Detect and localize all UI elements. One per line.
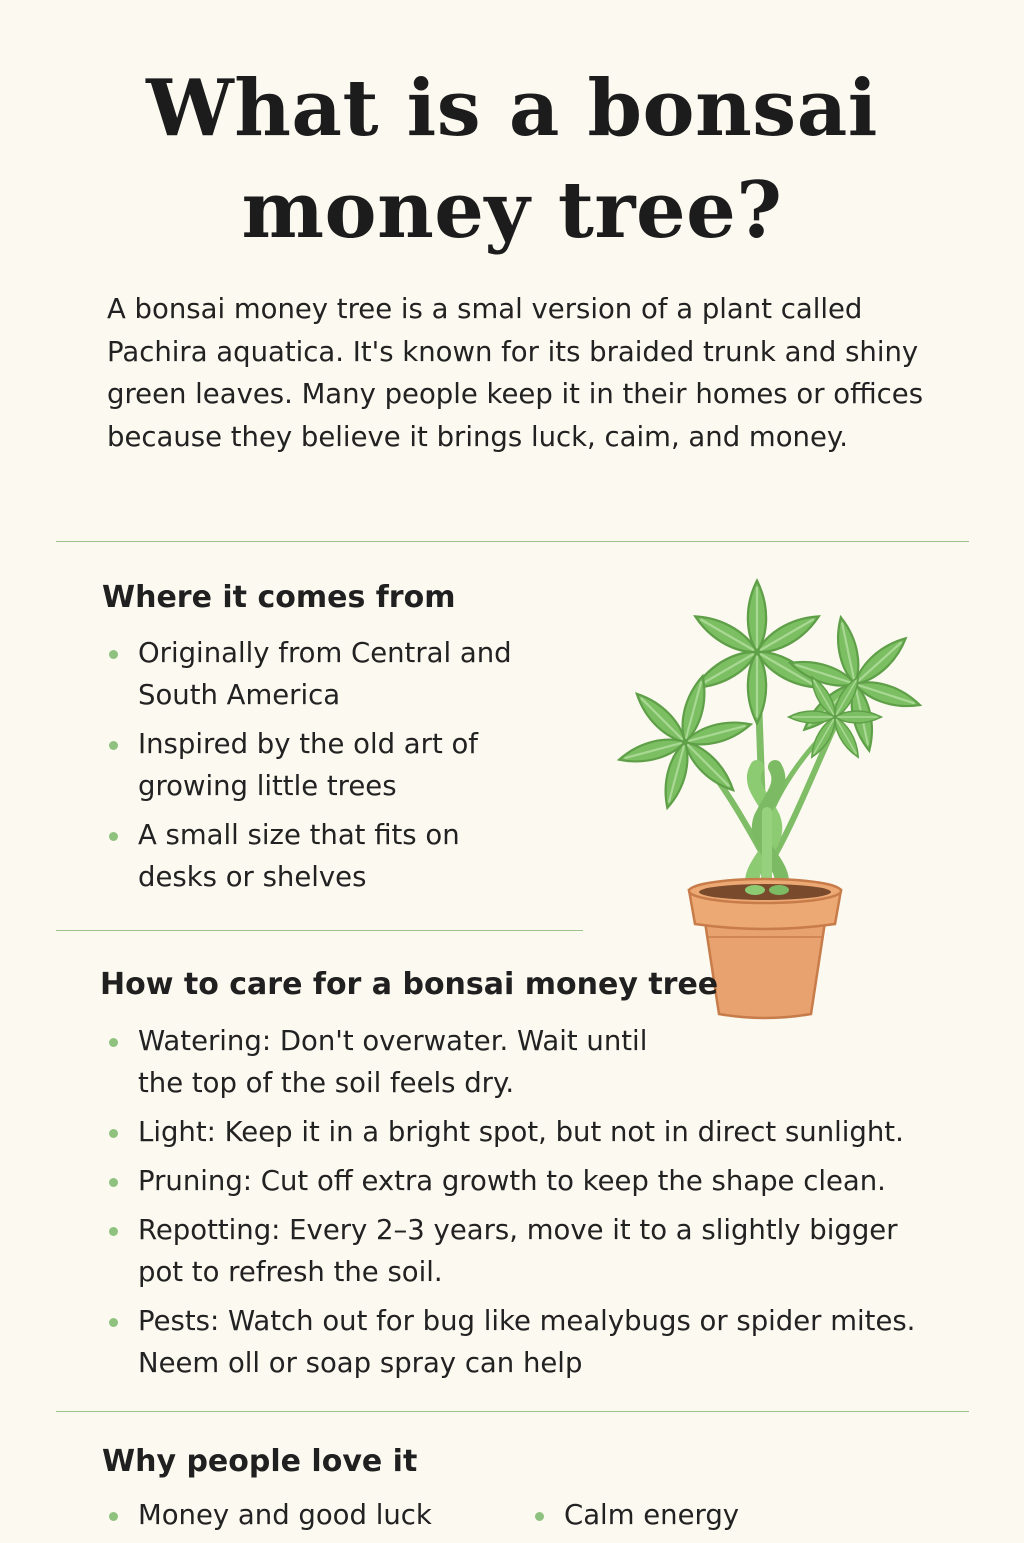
origin-item: Inspired by the old art of growing little trees — [107, 723, 527, 807]
care-item-watering: Watering: Don't overwater. Wait until the top of the soil feels dry. — [107, 1020, 668, 1104]
origin-item: Originally from Central and South America — [107, 632, 527, 716]
page-title-line-1: What is a bonsai — [146, 63, 878, 154]
care-item-pests: Pests: Watch out for bug like mealybugs or spider mites. Neem oll or soap spray can help — [107, 1300, 967, 1384]
love-heading: Why people love it — [102, 1444, 418, 1479]
money-tree-plant-icon — [585, 572, 955, 1022]
page-title-line-2: money tree? — [241, 165, 783, 256]
divider-middle — [56, 930, 583, 931]
care-item-pruning: Pruning: Cut off extra growth to keep the shape clean. — [107, 1160, 967, 1202]
origin-list — [107, 632, 527, 905]
divider-bottom — [56, 1411, 969, 1412]
origin-heading: Where it comes from — [102, 580, 456, 615]
intro-paragraph: A bonsai money tree is a smal version of a plant called Pachira aquatica. It's known for its braided trunk and shiny green leaves. Many people keep it in their homes or offices because they believe it brings luck, caim, and money. — [107, 293, 924, 453]
care-list — [107, 1020, 967, 1391]
care-item-light: Light: Keep it in a bright spot, but not in direct sunlight. — [107, 1111, 967, 1153]
divider-top — [56, 541, 969, 542]
love-item: Money and good luck — [107, 1494, 507, 1536]
care-item-repotting: Repotting: Every 2–3 years, move it to a slightly bigger pot to refresh the soil. — [107, 1209, 938, 1293]
origin-item: A small size that fits on desks or shelves — [107, 814, 527, 898]
care-heading: How to care for a bonsai money tree — [100, 967, 719, 1002]
love-item: Calm energy — [533, 1494, 933, 1536]
page-title — [0, 58, 1024, 262]
